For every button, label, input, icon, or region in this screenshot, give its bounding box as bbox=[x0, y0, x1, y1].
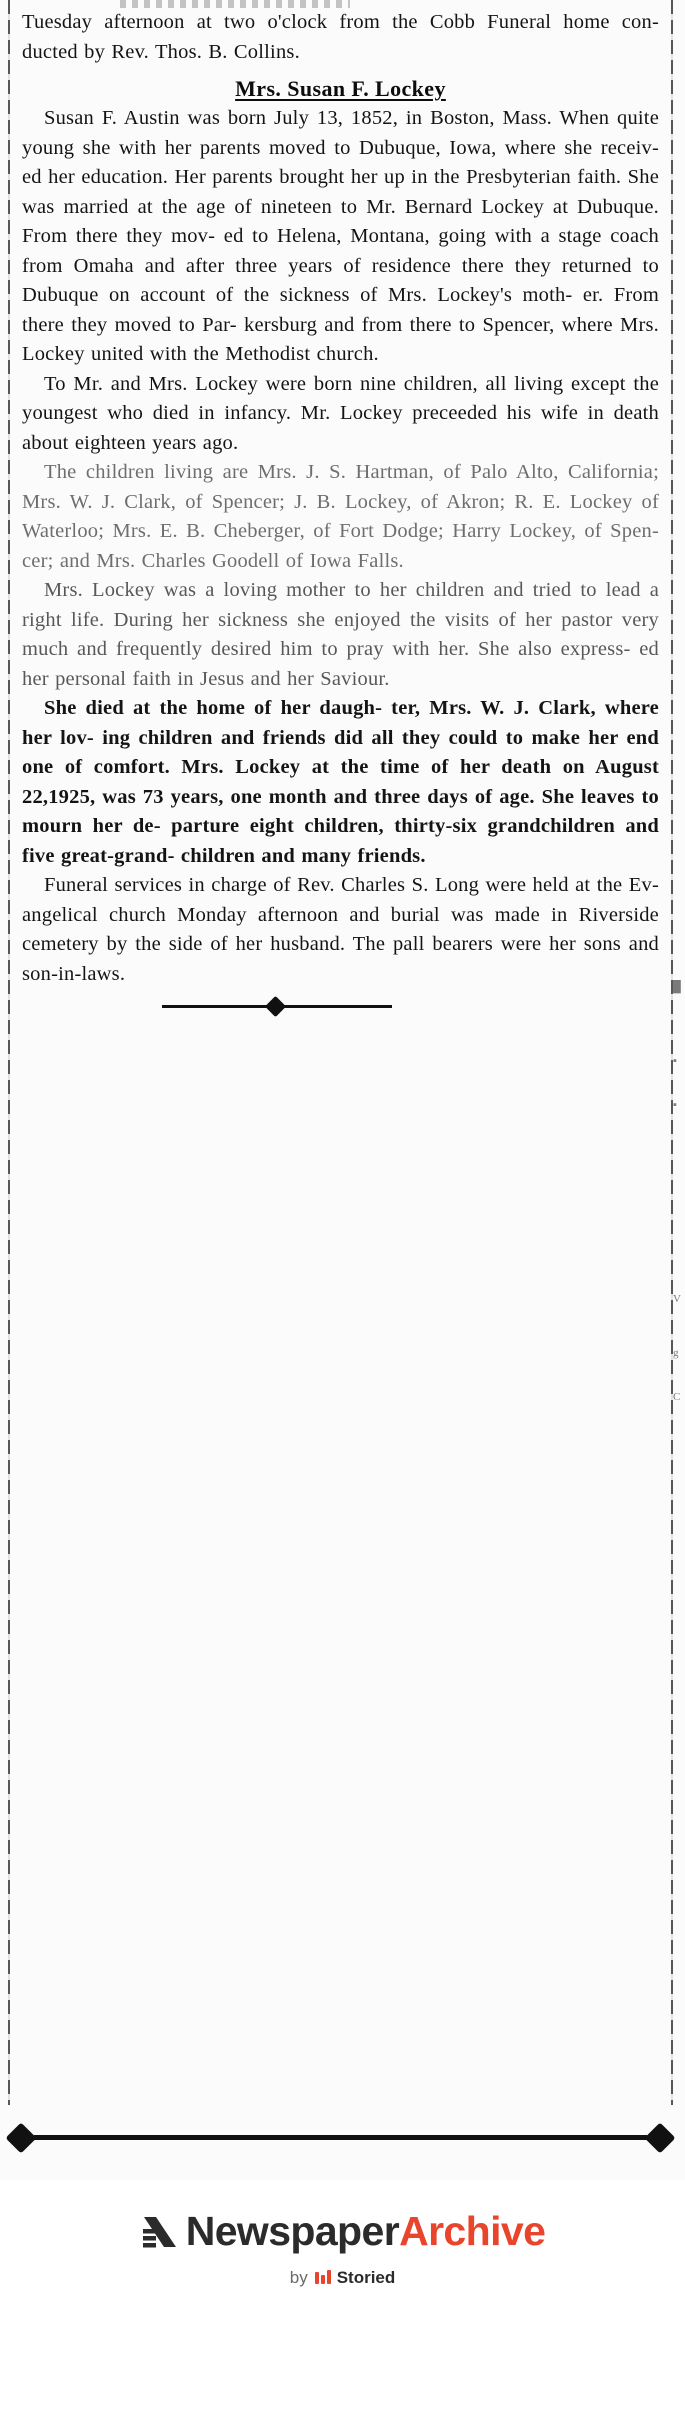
newspaperarchive-logo bbox=[0, 2208, 685, 2261]
brand-word-newspaper: Newspaper bbox=[185, 2208, 400, 2254]
article-body bbox=[22, 8, 659, 1017]
storied-logo-icon bbox=[315, 2270, 332, 2291]
column-rule-left bbox=[8, 0, 10, 2105]
diamond-ornament-icon bbox=[265, 996, 286, 1017]
paragraph-5: She died at the home of her daugh- ter, Mrs. W. J. Clark, where her lov- ing children and friends did all they could to make her end one of comfort. Mrs. Lockey at the time of her death on August 22,1925, was 73 years, one month and three days of age. She leaves to mourn her de- parture eight children, thirty-six grandchildren and five great-grand- children and many friends. bbox=[22, 697, 659, 867]
partner-name: Storied bbox=[336, 2268, 396, 2287]
margin-letter-v: V bbox=[673, 1293, 681, 1305]
paragraph-3: The children living are Mrs. J. S. Hartman, of Palo Alto, California; Mrs. W. J. Clark, of Spencer; J. B. Lockey, of Akron; R. E. Lockey of Waterloo; Mrs. E. B. Cheberger, of Fort Dodge; Harry Lockey, of Spen- cer; and Mrs. Charles Goodell of Iowa Falls. bbox=[22, 461, 659, 572]
margin-letter-c: C bbox=[673, 1391, 681, 1403]
paragraph-6: Funeral services in charge of Rev. Charles S. Long were held at the Ev- angelical church Monday afternoon and burial was made in Riverside cemetery by the side of her husband. The pall bearers were her sons and son-in-laws. bbox=[22, 874, 659, 985]
by-label: by bbox=[289, 2268, 308, 2287]
footer-byline bbox=[0, 2268, 685, 2291]
torn-edge-artifact bbox=[120, 0, 350, 8]
paragraph-2: To Mr. and Mrs. Lockey were born nine children, all living except the youngest who died in infancy. Mr. Lockey preceeded his wife in death about eighteen years ago. bbox=[22, 372, 659, 454]
paragraph-1: Susan F. Austin was born July 13, 1852, in Boston, Mass. When quite young she with her parents moved to Dubuque, Iowa, where she receiv- ed her education. Her parents brought her up in the Presbyterian faith. She was married at the age of nineteen to Mr. Bernard Lockey at Dubuque. From there they mov- ed to Helena, Montana, going with a stage coach from Omaha and after three years of residence there they returned to Dubuque on account of the sickness of Mrs. Lockey's moth- er. From there they moved to Par- kersburg and from there to Spencer, where Mrs. Lockey united with the Methodist church. bbox=[22, 107, 659, 365]
margin-letter-g: g bbox=[673, 1347, 679, 1359]
ornament-divider bbox=[22, 995, 659, 1017]
footer-watermark bbox=[0, 2180, 685, 2429]
end-rule-dot-left-icon bbox=[5, 2122, 36, 2153]
archive-mark-icon bbox=[140, 2213, 180, 2261]
brand-word-archive: Archive bbox=[399, 2208, 546, 2254]
page-title: Mrs. Susan F. Lockey bbox=[235, 76, 446, 101]
top-fragment-paragraph: Tuesday afternoon at two o'clock from the Cobb Funeral home con- ducted by Rev. Thos. B. Collins. bbox=[22, 11, 659, 63]
paragraph-4: Mrs. Lockey was a loving mother to her children and tried to lead a right life. During her sickness she enjoyed the visits of her pastor very much and frequently desired him to pray with her. She also express- ed her personal faith in Jesus and her Saviour. bbox=[22, 579, 659, 690]
end-rule-divider bbox=[10, 2125, 671, 2151]
end-rule-dot-right-icon bbox=[644, 2122, 675, 2153]
adjacent-column-fragments: █ ▪ ▪ V g C bbox=[673, 0, 685, 2105]
